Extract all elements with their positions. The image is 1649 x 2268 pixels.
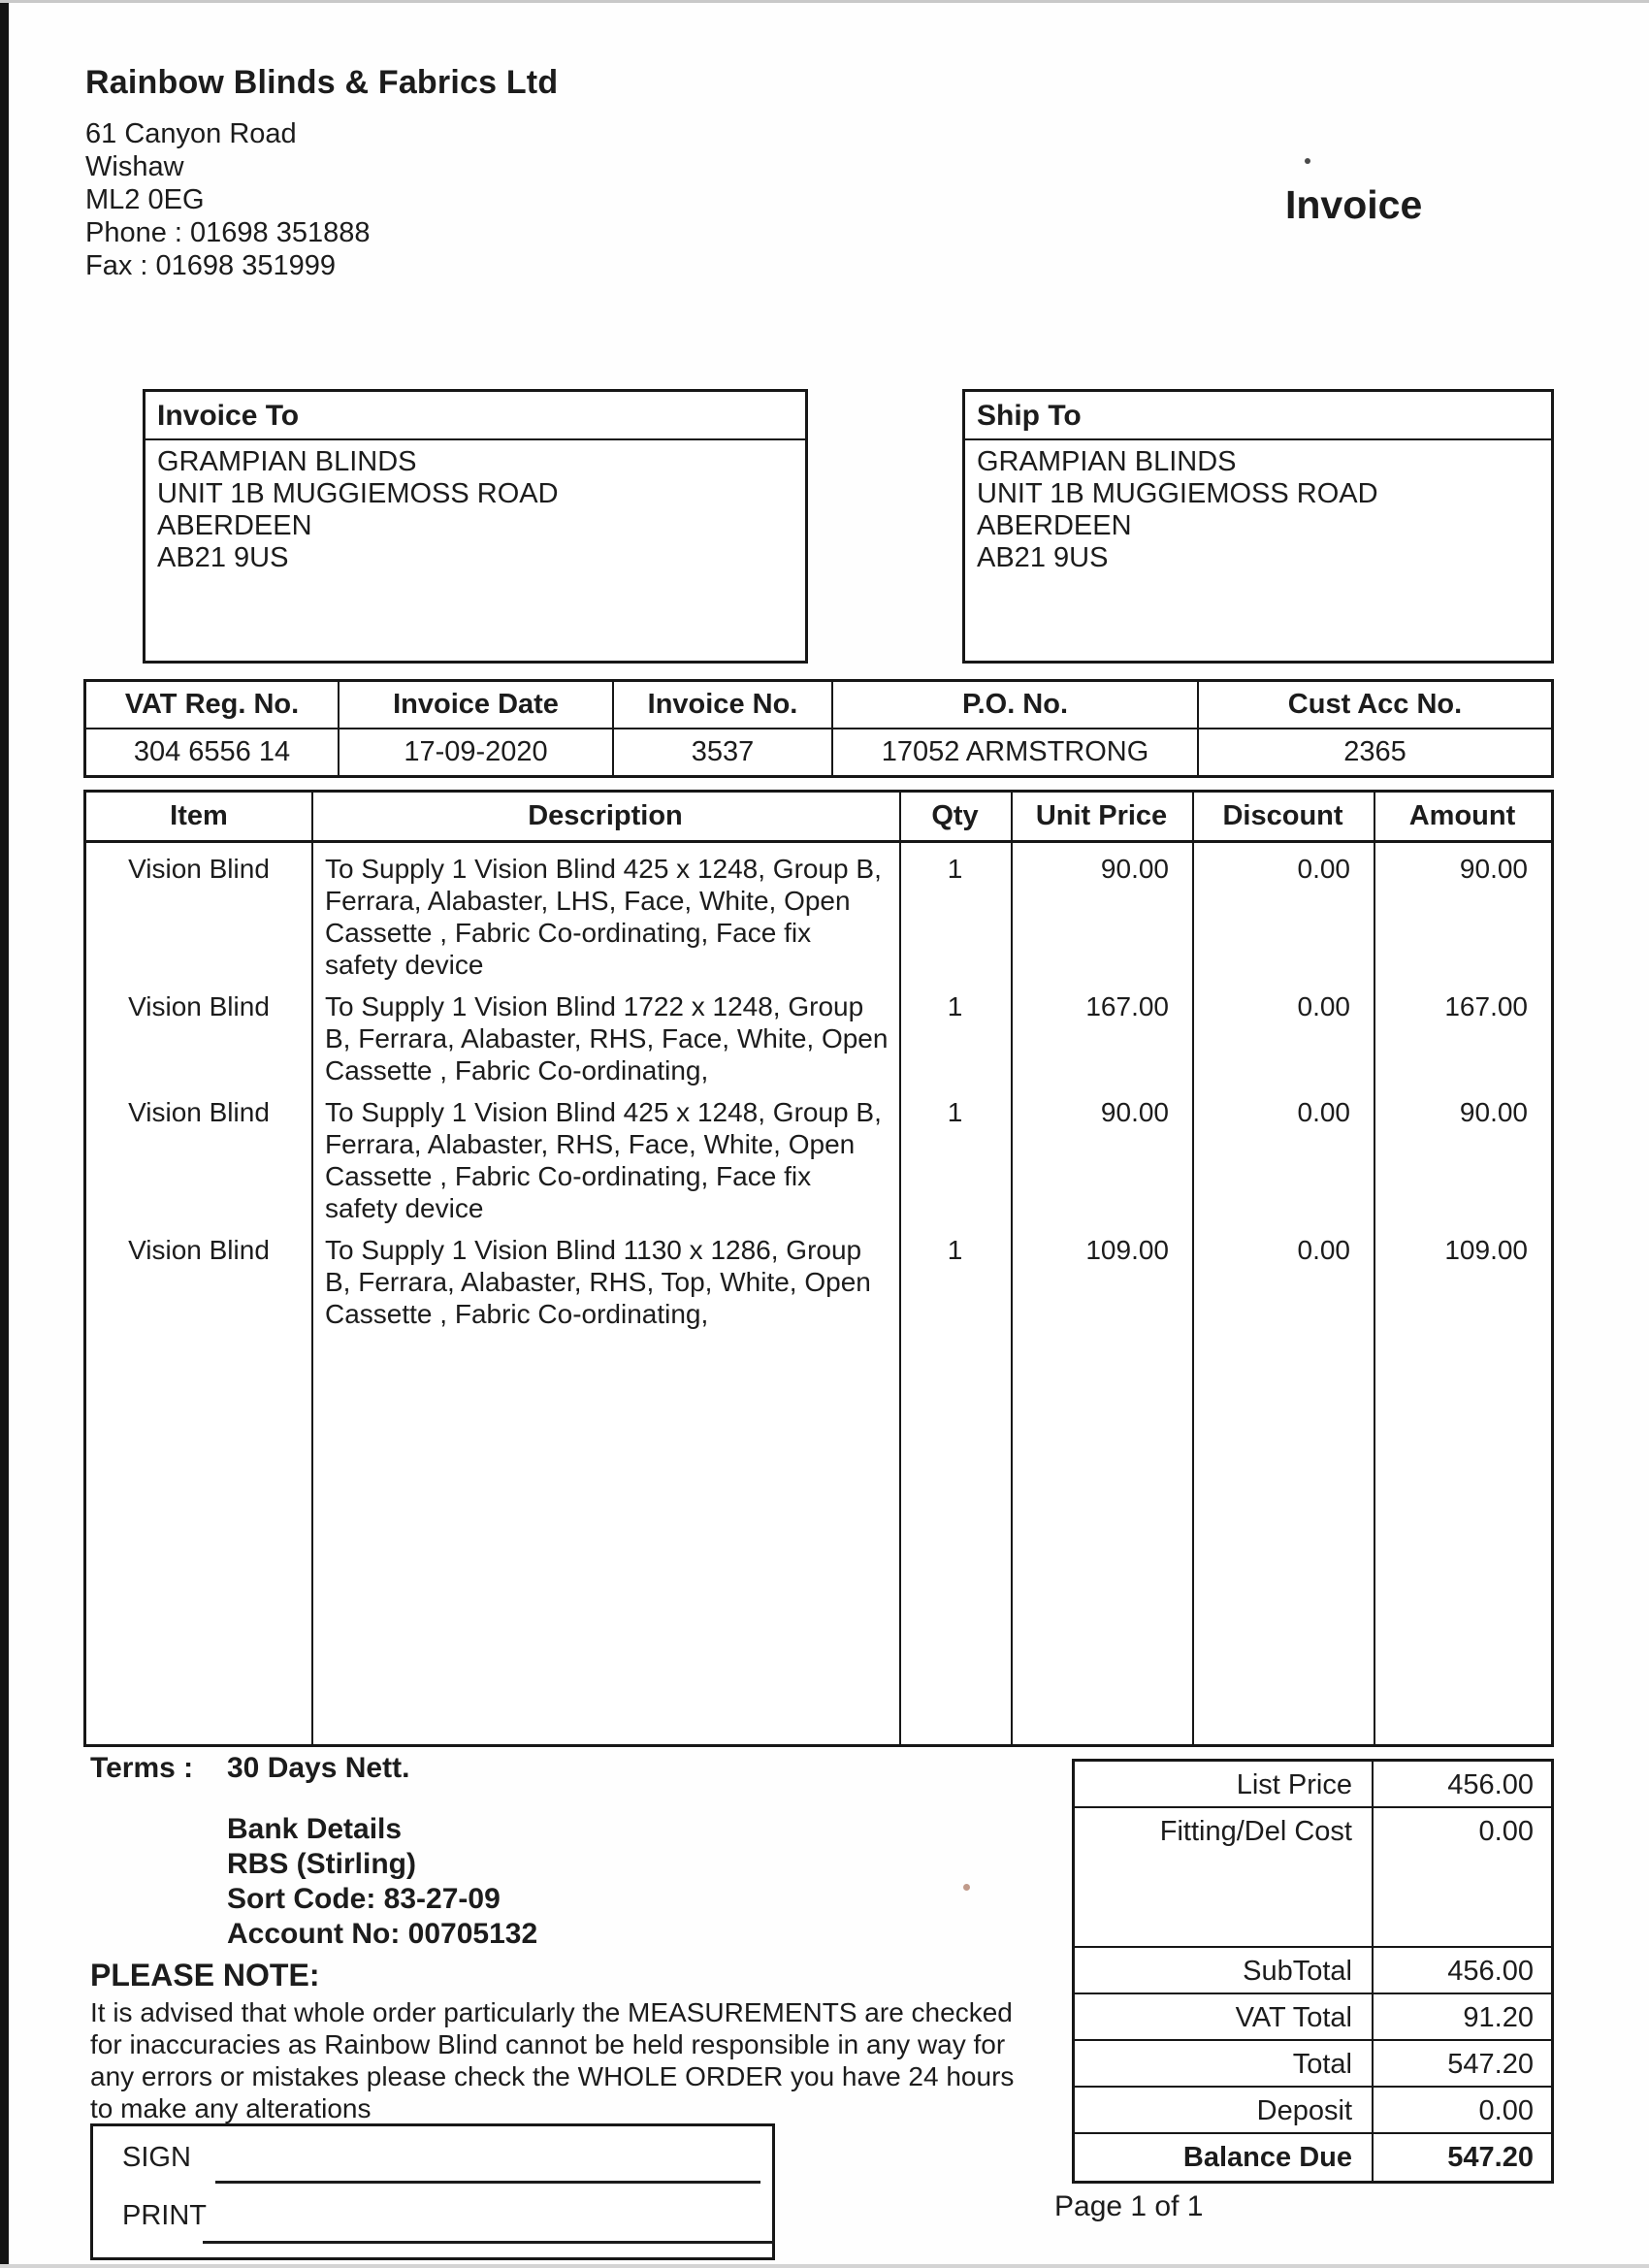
company-name: Rainbow Blinds & Fabrics Ltd [85, 64, 559, 101]
sign-line [215, 2181, 760, 2184]
scan-edge-artifact [0, 0, 9, 2268]
item-discount: 0.00 [1297, 991, 1350, 1021]
invoice-info-table [83, 679, 1554, 778]
info-header-number: Invoice No. [614, 682, 833, 729]
ship-to-line: GRAMPIAN BLINDS [977, 446, 1237, 477]
ship-to-address [965, 440, 1551, 580]
please-note-heading: PLEASE NOTE: [90, 1958, 320, 1993]
totals-row-fitting-del-cost [1075, 1808, 1551, 1948]
vat-reg-no: 304 6556 14 [86, 729, 340, 775]
totals-row-subtotal [1075, 1948, 1551, 1994]
item-name: Vision Blind [128, 1097, 270, 1127]
scan-bottom-artifact [0, 2264, 1649, 2268]
scan-top-artifact [0, 0, 1649, 3]
item-discount: 0.00 [1297, 1097, 1350, 1127]
col-header-item: Item [170, 800, 228, 831]
invoice-to-address [146, 440, 805, 580]
company-header [85, 64, 558, 282]
totals-value: 91.20 [1463, 2002, 1534, 2033]
item-name: Vision Blind [128, 854, 270, 884]
totals-value: 0.00 [1478, 1816, 1534, 1847]
sign-label: SIGN [122, 2142, 191, 2173]
bank-sort-code: Sort Code: 83-27-09 [227, 1883, 501, 1915]
po-no: 17052 ARMSTRONG [833, 729, 1199, 775]
totals-label: Total [1075, 2041, 1374, 2086]
totals-row-balance-due [1075, 2134, 1551, 2181]
bank-details-heading: Bank Details [227, 1813, 403, 1845]
item-amount: 90.00 [1459, 854, 1528, 884]
invoice-date: 17-09-2020 [340, 729, 614, 775]
item-unit-price: 90.00 [1100, 854, 1169, 884]
item-qty: 1 [947, 1097, 963, 1127]
scan-speck [963, 1884, 970, 1891]
totals-value: 456.00 [1447, 1769, 1534, 1800]
item-qty: 1 [947, 1235, 963, 1265]
cust-acc-no: 2365 [1343, 736, 1406, 767]
invoice-to-box [143, 389, 808, 664]
invoice-to-line: ABERDEEN [157, 510, 312, 541]
item-amount: 109.00 [1444, 1235, 1528, 1265]
terms-label: Terms : [90, 1752, 194, 1784]
document-title: Invoice [1285, 182, 1423, 227]
scan-speck [1305, 158, 1310, 164]
item-description: To Supply 1 Vision Blind 425 x 1248, Group B, Ferrara, Alabaster, RHS, Face, White, Open Cassette , Fabric Co-ordinating, Face fix safety device [325, 1097, 882, 1223]
totals-value: 547.20 [1447, 2142, 1534, 2173]
table-row [86, 990, 1551, 1086]
item-amount: 167.00 [1444, 991, 1528, 1021]
totals-label: SubTotal [1075, 1948, 1374, 1993]
address-line: ML2 0EG [85, 184, 205, 215]
totals-label: List Price [1075, 1762, 1374, 1806]
info-header-custacc: Cust Acc No. [1199, 682, 1551, 729]
totals-box [1072, 1759, 1554, 2184]
column-divider [1192, 793, 1194, 1744]
totals-label: Deposit [1075, 2088, 1374, 2132]
item-description: To Supply 1 Vision Blind 1130 x 1286, Group B, Ferrara, Alabaster, RHS, Top, White, Open Cassette , Fabric Co-ordinating, [325, 1235, 871, 1329]
totals-label: Balance Due [1075, 2134, 1374, 2181]
totals-row-vat-total [1075, 1994, 1551, 2041]
invoice-to-line: GRAMPIAN BLINDS [157, 446, 417, 477]
invoice-to-line: UNIT 1B MUGGIEMOSS ROAD [157, 478, 559, 509]
column-divider [311, 793, 313, 1744]
item-discount: 0.00 [1297, 854, 1350, 884]
totals-label: Fitting/Del Cost [1075, 1808, 1374, 1946]
address-line: 61 Canyon Road [85, 118, 297, 149]
table-row [86, 1234, 1551, 1330]
item-amount: 90.00 [1459, 1097, 1528, 1127]
totals-row-total [1075, 2041, 1551, 2088]
col-header-amount: Amount [1408, 800, 1516, 831]
col-header-unit-price: Unit Price [1035, 800, 1168, 831]
totals-value: 456.00 [1447, 1956, 1534, 1987]
item-qty: 1 [947, 854, 963, 884]
print-label: PRINT [122, 2200, 207, 2231]
item-description: To Supply 1 Vision Blind 425 x 1248, Group B, Ferrara, Alabaster, LHS, Face, White, Open Cassette , Fabric Co-ordinating, Face fix safety device [325, 854, 882, 980]
signature-box [90, 2123, 775, 2260]
col-header-description: Description [528, 800, 683, 831]
item-unit-price: 167.00 [1085, 991, 1169, 1021]
totals-value: 547.20 [1447, 2049, 1534, 2080]
item-name: Vision Blind [128, 991, 270, 1021]
item-unit-price: 109.00 [1085, 1235, 1169, 1265]
info-header-po: P.O. No. [833, 682, 1199, 729]
info-header-row [86, 682, 1551, 729]
bank-name: RBS (Stirling) [227, 1848, 416, 1880]
column-divider [1374, 793, 1375, 1744]
address-line: Phone : 01698 351888 [85, 217, 371, 248]
item-unit-price: 90.00 [1100, 1097, 1169, 1127]
invoice-to-line: AB21 9US [157, 542, 289, 573]
ship-to-label: Ship To [965, 392, 1551, 440]
invoice-to-label: Invoice To [146, 392, 805, 440]
column-divider [1011, 793, 1013, 1744]
item-qty: 1 [947, 991, 963, 1021]
info-header-date: Invoice Date [340, 682, 614, 729]
please-note-body: It is advised that whole order particularly the MEASUREMENTS are checked for inaccuracies as Rainbow Blind cannot be held responsible in any way for any errors or mistakes please check the WHOLE ORDER you have 24 hours to make any alterations [90, 1997, 1015, 2123]
totals-value: 0.00 [1478, 2095, 1534, 2126]
bank-details [227, 1812, 537, 1952]
col-header-discount: Discount [1222, 800, 1343, 831]
line-items-table [83, 790, 1554, 1747]
items-header-row [86, 793, 1551, 843]
invoice-no: 3537 [614, 729, 833, 775]
table-row [86, 853, 1551, 981]
col-header-qty: Qty [931, 800, 979, 831]
totals-label: VAT Total [1075, 1994, 1374, 2039]
terms-value: 30 Days Nett. [227, 1752, 410, 1784]
column-divider [899, 793, 901, 1744]
item-name: Vision Blind [128, 1235, 270, 1265]
bank-account-no: Account No: 00705132 [227, 1918, 538, 1950]
table-row [86, 1096, 1551, 1224]
item-discount: 0.00 [1297, 1235, 1350, 1265]
page-number: Page 1 of 1 [1054, 2190, 1204, 2222]
ship-to-line: ABERDEEN [977, 510, 1132, 541]
ship-to-line: UNIT 1B MUGGIEMOSS ROAD [977, 478, 1378, 509]
totals-row-list-price [1075, 1762, 1551, 1808]
address-line: Wishaw [85, 151, 184, 182]
ship-to-box [962, 389, 1554, 664]
item-description: To Supply 1 Vision Blind 1722 x 1248, Group B, Ferrara, Alabaster, RHS, Face, White, Open Cassette , Fabric Co-ordinating, [325, 991, 889, 1085]
ship-to-line: AB21 9US [977, 542, 1109, 573]
print-line [203, 2241, 775, 2244]
totals-row-deposit [1075, 2088, 1551, 2134]
info-value-row [86, 729, 1551, 775]
address-line: Fax : 01698 351999 [85, 250, 336, 281]
company-address [85, 117, 558, 282]
info-header-vat: VAT Reg. No. [86, 682, 340, 729]
